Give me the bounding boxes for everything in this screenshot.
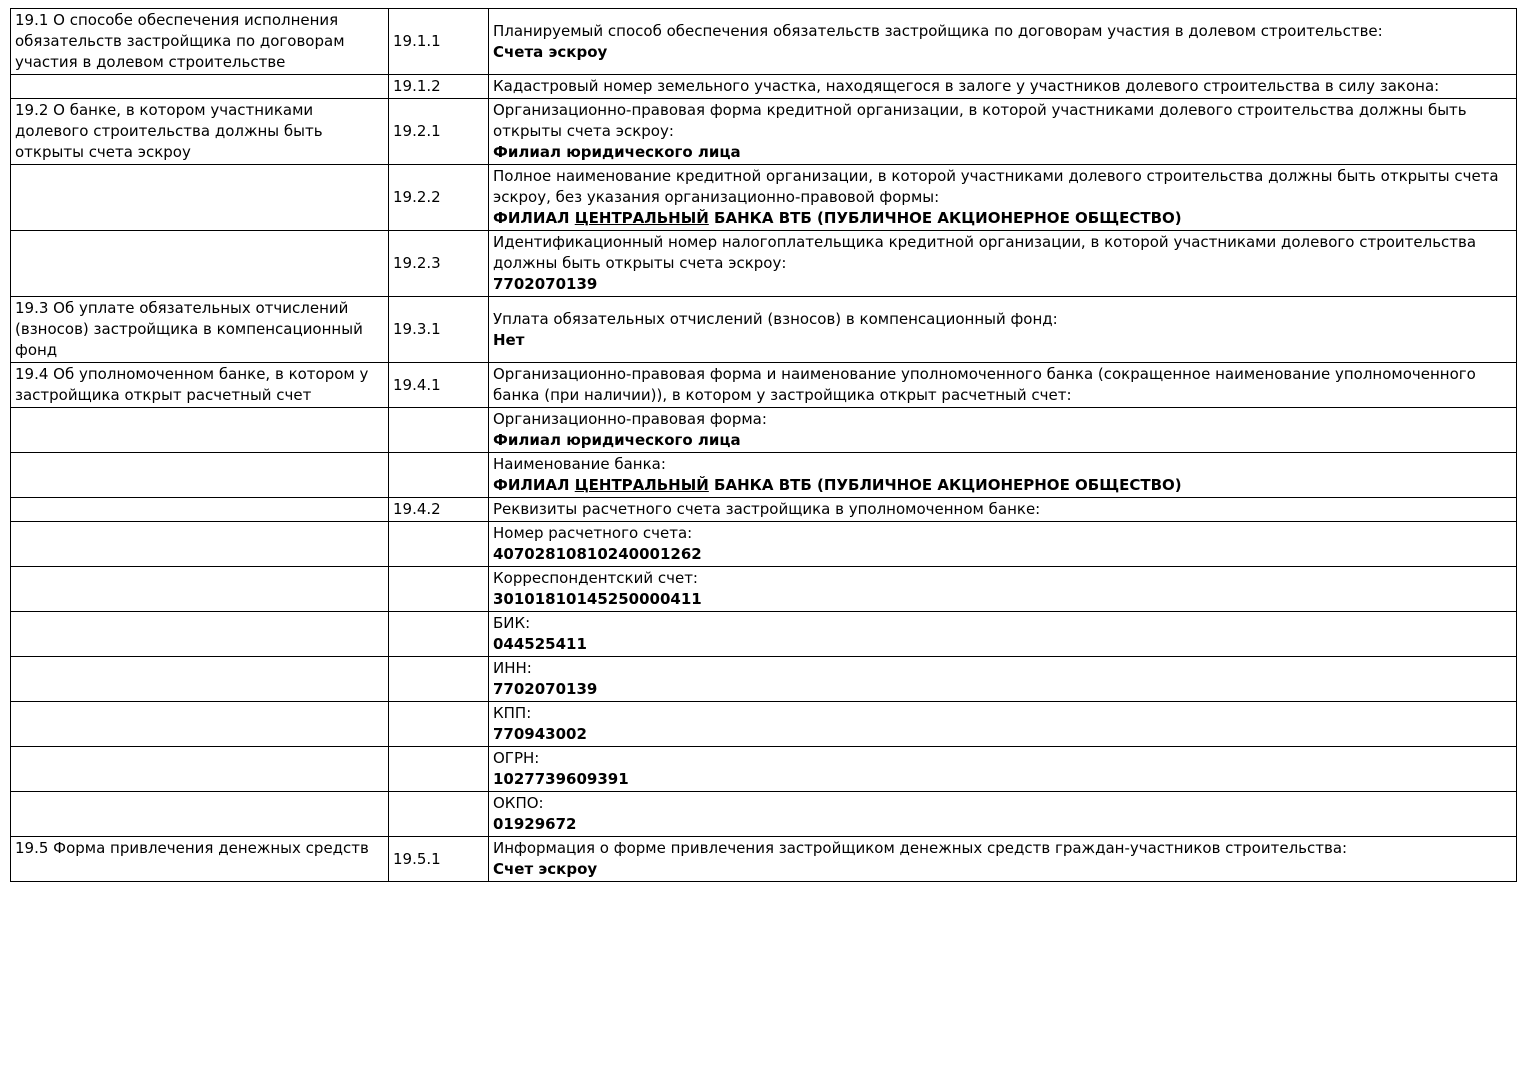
field-value: Счет эскроу [493,860,598,878]
code-cell: 19.4.2 [389,498,489,522]
field-label: Организационно-правовая форма кредитной организации, в которой участниками долевого строительства должны быть открыты счета эскроу: [493,101,1467,140]
content-cell [489,9,1517,75]
content-cell [489,792,1517,837]
field-value: Нет [493,330,525,349]
field-label: Корреспондентский счет: [493,569,698,587]
code-cell: 19.4.1 [389,363,489,408]
content-cell [489,75,1517,99]
field-label: КПП: [493,704,532,722]
content-cell [489,837,1517,882]
section-cell: 19.2 О банке, в котором участниками долевого строительства должны быть открыты счета эскроу [11,99,389,165]
field-value: ФИЛИАЛ ЦЕНТРАЛЬНЫЙ БАНКА ВТБ (ПУБЛИЧНОЕ АКЦИОНЕРНОЕ ОБЩЕСТВО) [493,476,1182,494]
section-cell [11,567,389,612]
section-cell [11,747,389,792]
section-cell: 19.5 Форма привлечения денежных средств [11,837,389,882]
content-cell [489,657,1517,702]
table-row [11,657,1517,702]
section-cell: 19.4 Об уполномоченном банке, в котором у застройщика открыт расчетный счет [11,363,389,408]
table-body [11,9,1517,882]
code-cell [389,567,489,612]
section-cell: 19.1 О способе обеспечения исполнения обязательств застройщика по договорам участия в долевом строительстве [11,9,389,75]
field-label: Организационно-правовая форма и наименование уполномоченного банка (сокращенное наименование уполномоченного банка (при наличии)), в котором у застройщика открыт расчетный счет: [493,365,1476,404]
field-value: 7702070139 [493,275,598,293]
section-cell [11,612,389,657]
content-cell [489,522,1517,567]
field-label: ОКПО: [493,794,544,812]
field-label: Кадастровый номер земельного участка, находящегося в залоге у участников долевого строительства в силу закона: [493,77,1440,95]
code-cell [389,408,489,453]
table-row [11,165,1517,231]
code-cell: 19.1.1 [389,9,489,75]
section-cell [11,522,389,567]
section-cell [11,165,389,231]
section-cell [11,231,389,297]
content-cell [489,99,1517,165]
field-label: ОГРН: [493,749,540,767]
section-cell [11,792,389,837]
code-cell [389,747,489,792]
field-label: Номер расчетного счета: [493,524,693,542]
field-label: Уплата обязательных отчислений (взносов) в компенсационный фонд: [493,309,1058,328]
field-value: ФИЛИАЛ ЦЕНТРАЛЬНЫЙ БАНКА ВТБ (ПУБЛИЧНОЕ АКЦИОНЕРНОЕ ОБЩЕСТВО) [493,209,1182,227]
section-cell [11,408,389,453]
table-row [11,453,1517,498]
content-cell [489,567,1517,612]
table-row [11,297,1517,363]
table-row [11,522,1517,567]
code-cell [389,612,489,657]
code-cell: 19.2.1 [389,99,489,165]
table-row [11,363,1517,408]
table-row [11,231,1517,297]
table-row [11,702,1517,747]
field-value: 01929672 [493,815,577,833]
table-row [11,837,1517,882]
field-value: 044525411 [493,635,587,653]
content-cell [489,363,1517,408]
code-cell: 19.5.1 [389,837,489,882]
code-cell [389,792,489,837]
field-value: 7702070139 [493,680,598,698]
code-cell [389,702,489,747]
table-row [11,612,1517,657]
field-label: Наименование банка: [493,455,666,473]
table-row [11,498,1517,522]
field-value: 40702810810240001262 [493,545,702,563]
content-cell [489,408,1517,453]
code-cell: 19.2.3 [389,231,489,297]
table-row [11,567,1517,612]
section-cell: 19.3 Об уплате обязательных отчислений (взносов) застройщика в компенсационный фонд [11,297,389,363]
section-cell [11,657,389,702]
field-label: Информация о форме привлечения застройщиком денежных средств граждан-участников строительства: [493,839,1348,857]
content-cell [489,702,1517,747]
content-cell [489,498,1517,522]
field-label: Идентификационный номер налогоплательщика кредитной организации, в которой участниками долевого строительства должны быть открыты счета эскроу: [493,233,1477,272]
content-cell [489,297,1517,363]
declaration-table [10,8,1517,882]
field-value: 30101810145250000411 [493,590,702,608]
content-cell [489,165,1517,231]
field-value: Филиал юридического лица [493,431,741,449]
table-row [11,75,1517,99]
section-cell [11,75,389,99]
code-cell [389,522,489,567]
table-row [11,99,1517,165]
section-cell [11,453,389,498]
field-label: Планируемый способ обеспечения обязательств застройщика по договорам участия в долевом строительстве: [493,21,1383,40]
code-cell: 19.3.1 [389,297,489,363]
content-cell [489,231,1517,297]
code-cell: 19.2.2 [389,165,489,231]
content-cell [489,453,1517,498]
field-label: Реквизиты расчетного счета застройщика в уполномоченном банке: [493,500,1041,518]
field-value: Филиал юридического лица [493,143,741,161]
field-label: БИК: [493,614,531,632]
field-value: 770943002 [493,725,587,743]
section-cell [11,498,389,522]
field-label: ИНН: [493,659,532,677]
section-cell [11,702,389,747]
code-cell [389,657,489,702]
table-row [11,408,1517,453]
table-row [11,9,1517,75]
field-value: Счета эскроу [493,42,608,61]
table-row [11,792,1517,837]
code-cell: 19.1.2 [389,75,489,99]
field-value: 1027739609391 [493,770,629,788]
field-label: Организационно-правовая форма: [493,410,767,428]
field-label: Полное наименование кредитной организации, в которой участниками долевого строительства должны быть открыты счета эскроу, без указания организационно-правовой формы: [493,167,1499,206]
table-row [11,747,1517,792]
content-cell [489,747,1517,792]
content-cell [489,612,1517,657]
code-cell [389,453,489,498]
